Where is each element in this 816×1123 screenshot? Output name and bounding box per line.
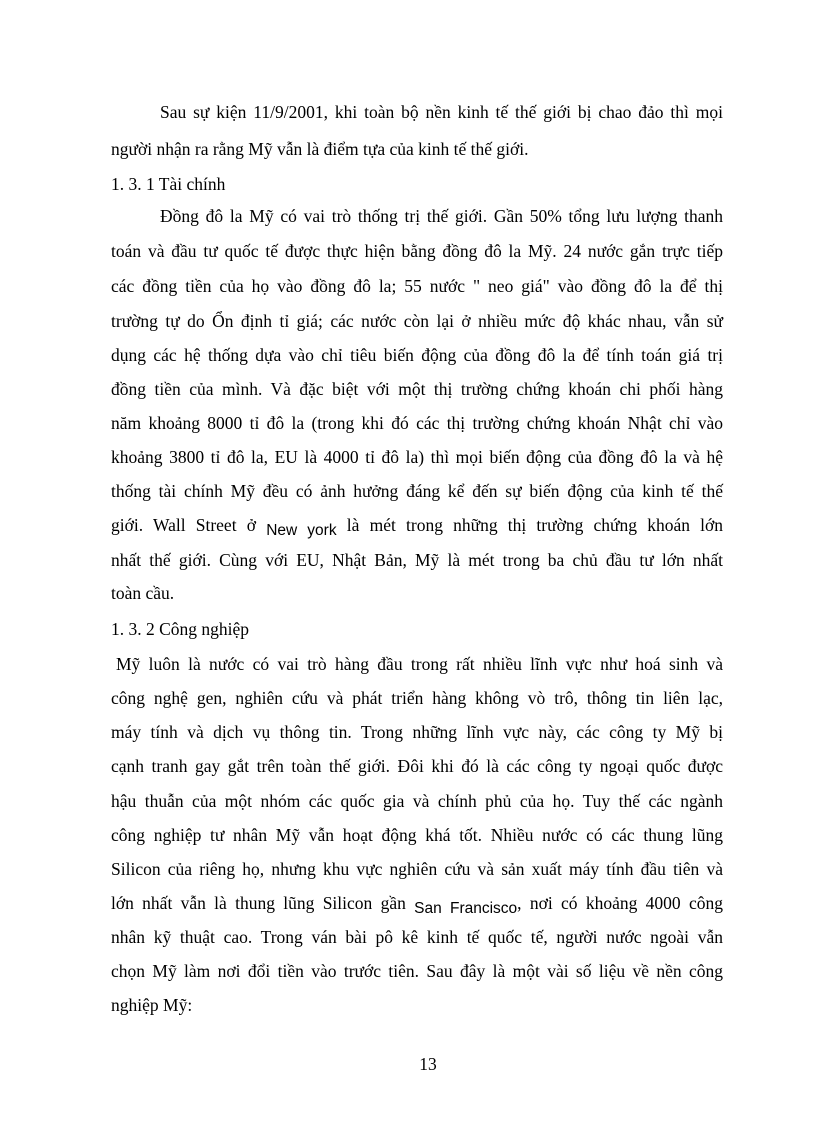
paragraph-line: toàn cầu. <box>111 583 175 603</box>
paragraph-line: Silicon của riêng họ, nhưng khu vực nghiên cứu và sản xuất máy tính đầu tiên và <box>111 859 723 879</box>
paragraph-line: Mỹ luôn là nước có vai trò hàng đầu trong rất nhiều lĩnh vực như hoá sinh và <box>116 654 723 674</box>
paragraph-line: năm khoảng 8000 tỉ đô la (trong khi đó các thị trường chứng khoán Nhật chỉ vào <box>111 413 723 433</box>
paragraph-line: nghiệp Mỹ: <box>111 995 193 1015</box>
place-name: New york <box>266 522 337 539</box>
paragraph-line: đồng tiền của mình. Và đặc biệt với một thị trường chứng khoán chi phối hàng <box>111 379 723 399</box>
line-segment: là mét trong những thị trường chứng khoán lớn <box>346 515 724 535</box>
paragraph-line: người nhận ra rằng Mỹ vẫn là điểm tựa của kinh tế thế giới. <box>111 139 529 159</box>
paragraph-line: nhất thế giới. Cùng với EU, Nhật Bản, Mỹ là mét trong ba chủ đầu tư lớn nhất <box>111 550 723 570</box>
paragraph-line: trường tự do Ổn định tỉ giá; các nước còn lại ở nhiều mức độ khác nhau, vẫn sử <box>111 311 723 331</box>
section-heading-industry: 1. 3. 2 Công nghiệp <box>111 619 250 639</box>
line-segment: giới. Wall Street ở <box>111 515 256 535</box>
line-segment: , nơi có khoảng 4000 công <box>517 893 723 913</box>
paragraph-line: công nghiệp tư nhân Mỹ vẫn hoạt động khá tốt. Nhiều nước có các thung lũng <box>111 825 723 845</box>
paragraph-line: công nghệ gen, nghiên cứu và phát triển hàng không vò trô, thông tin liên lạc, <box>111 688 723 708</box>
paragraph-line <box>111 892 723 916</box>
paragraph-line <box>111 514 723 538</box>
paragraph-line: nhân kỹ thuật cao. Trong ván bài pô kê kinh tế quốc tế, người nước ngoài vẫn <box>111 927 723 947</box>
place-name: San Francisco <box>414 900 518 917</box>
paragraph-line: thống tài chính Mỹ đều có ảnh hưởng đáng kể đến sự biến động của kinh tế thế <box>111 481 723 501</box>
paragraph-line: dụng các hệ thống dựa vào chỉ tiêu biến động của đồng đô la để tính toán giá trị <box>111 345 723 365</box>
paragraph-line: chọn Mỹ làm nơi đổi tiền vào trước tiên. Sau đây là một vài số liệu về nền công <box>111 961 723 981</box>
line-segment: lớn nhất vẫn là thung lũng Silicon gần <box>111 893 406 913</box>
paragraph-line: máy tính và dịch vụ thông tin. Trong những lĩnh vực này, các công ty Mỹ bị <box>111 722 723 742</box>
paragraph-line: Sau sự kiện 11/9/2001, khi toàn bộ nền kinh tế thế giới bị chao đảo thì mọi <box>160 102 723 122</box>
paragraph-line: hậu thuẫn của một nhóm các quốc gia và chính phủ của họ. Tuy thế các ngành <box>111 791 723 811</box>
paragraph-line: cạnh tranh gay gắt trên toàn thế giới. Đôi khi đó là các công ty ngoại quốc được <box>111 756 723 776</box>
paragraph-line: các đồng tiền của họ vào đồng đô la; 55 nước " neo giá" vào đồng đô la để thị <box>111 276 723 296</box>
paragraph-line: khoảng 3800 tỉ đô la, EU là 4000 tỉ đô la) thì mọi biến động của đồng đô la và hệ <box>111 447 723 467</box>
section-heading-finance: 1. 3. 1 Tài chính <box>111 174 226 194</box>
page-number: 13 <box>419 1054 437 1074</box>
paragraph-line: Đồng đô la Mỹ có vai trò thống trị thế giới. Gần 50% tổng lưu lượng thanh <box>160 206 723 226</box>
paragraph-line: toán và đầu tư quốc tế được thực hiện bằng đồng đô la Mỹ. 24 nước gắn trực tiếp <box>111 241 723 261</box>
